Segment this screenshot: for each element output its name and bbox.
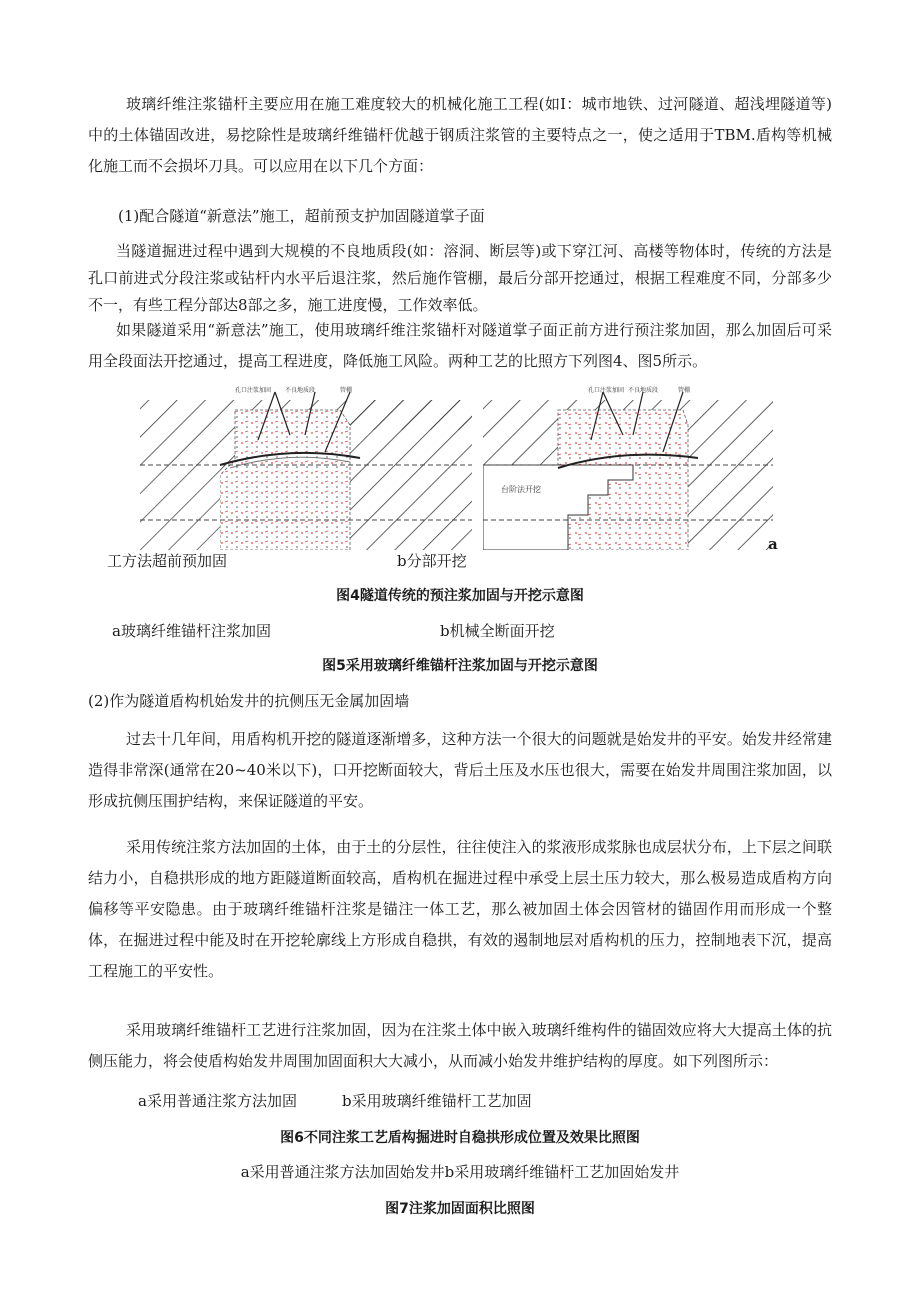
figure5-caption: 图5采用玻璃纤维锚杆注浆加固与开挖示意图 [322,658,598,674]
figure6-caption: 图6不同注浆工艺盾构掘进时自稳拱形成位置及效果比照图 [280,1130,640,1146]
new-method-paragraph: 如果隧道采用“新意法”施工，使用玻璃纤维注浆锚杆对隧道掌子面正前方进行预注浆加固，那么加固后可采用全段面法开挖通过，提高工程进度，降低施工风险。两种工艺的比照方下列图4、图5所示。 [88,321,832,370]
item2-title: (2)作为隧道盾构机始发井的抗侧压无金属加固墙 [88,692,410,710]
fig5-sub-a: a玻璃纤维锚杆注浆加固 [112,622,271,640]
fig4-corner-mark: a [768,535,778,553]
figure7-caption: 图7注浆加固面积比照图 [385,1201,535,1217]
fig6-sub-a: a采用普通注浆方法加固 [138,1092,297,1110]
fig4-right-label-grout: 孔口注浆加固 [588,387,625,394]
fig7-sub-line: a采用普通注浆方法加固始发井b采用玻璃纤维锚杆工艺加固始发井 [240,1163,680,1181]
figure4-right-diagram [483,380,773,550]
fig4-right-label-bench-excavation: 台阶法开挖 [501,485,541,494]
layered-soil-paragraph: 采用传统注浆方法加固的土体，由于土的分层性，往往使注入的浆液形成浆脉也成层状分布，上下层之间联结力小，自稳拱形成的地方距隧道断面较高，盾构机在掘进过程中承受上层土压力较大，那么极易造成盾构方向偏移等平安隐患。由于玻璃纤维锚杆注浆是锚注一体工艺，那么被加固土体会因管材的锚固作用而形成一个整体，在掘进过程中能及时在开挖轮廓线上方形成自稳拱，有效的遏制地层对盾构机的压力，控制地表下沉，提高工程施工的平安性。 [88,838,832,980]
fig4-right-label-poor-geology: 不良地质段 [628,387,659,394]
fig4-sub-a: 工方法超前预加固 [107,552,228,570]
fig4-left-label-pipe-roof: 管棚 [340,387,353,394]
fig5-sub-b: b机械全断面开挖 [440,622,555,640]
glass-fiber-paragraph: 采用玻璃纤维锚杆工艺进行注浆加固，因为在注浆土体中嵌入玻璃纤维构件的锚固效应将大大提高土体的抗侧压能力，将会使盾构始发井周围加固面积大大减小，从而减小始发井维护结构的厚度。如下列图所示： [88,1021,832,1070]
fig4-sub-b: b分部开挖 [397,552,467,570]
fig4-left-label-poor-geology: 不良地质段 [285,387,316,394]
intro-paragraph: 玻璃纤维注浆锚杆主要应用在施工难度较大的机械化施工工程(如I：城市地铁、过河隧道、超浅埋隧道等)中的土体锚固改进，易挖除性是玻璃纤维锚杆优越于钢质注浆管的主要特点之一，使之适用于TBM.盾构等机械化施工而不会损坏刀具。可以应用在以下几个方面： [88,95,832,175]
traditional-method-paragraph: 当隧道掘进过程中遇到大规模的不良地质段(如：溶洞、断层等)或下穿江河、高楼等物体时，传统的方法是孔口前进式分段注浆或钻杆内水平后退注浆，然后施作管棚，最后分部开挖通过，根据工程难度不同，分部多少不一，有些工程分部达8部之多，施工进度慢，工作效率低。 [88,242,832,314]
fig4-left-label-grout: 孔口注浆加固 [235,387,272,394]
fig6-sub-b: b采用玻璃纤维锚杆工艺加固 [342,1092,532,1110]
item1-title: (1)配合隧道“新意法”施工，超前预支护加固隧道掌子面 [118,207,485,225]
figure4-left-diagram [140,380,472,550]
figure4-caption: 图4隧道传统的预注浆加固与开挖示意图 [336,588,584,604]
fig4-right-label-pipe-roof: 管棚 [678,387,691,394]
shield-paragraph: 过去十几年间，用盾构机开挖的隧道逐渐增多，这种方法一个很大的问题就是始发井的平安。始发井经常建造得非常深(通常在20~40米以下)，口开挖断面较大，背后土压及水压也很大，需要在始发井周围注浆加固，以形成抗侧压围护结构，来保证隧道的平安。 [88,730,832,810]
